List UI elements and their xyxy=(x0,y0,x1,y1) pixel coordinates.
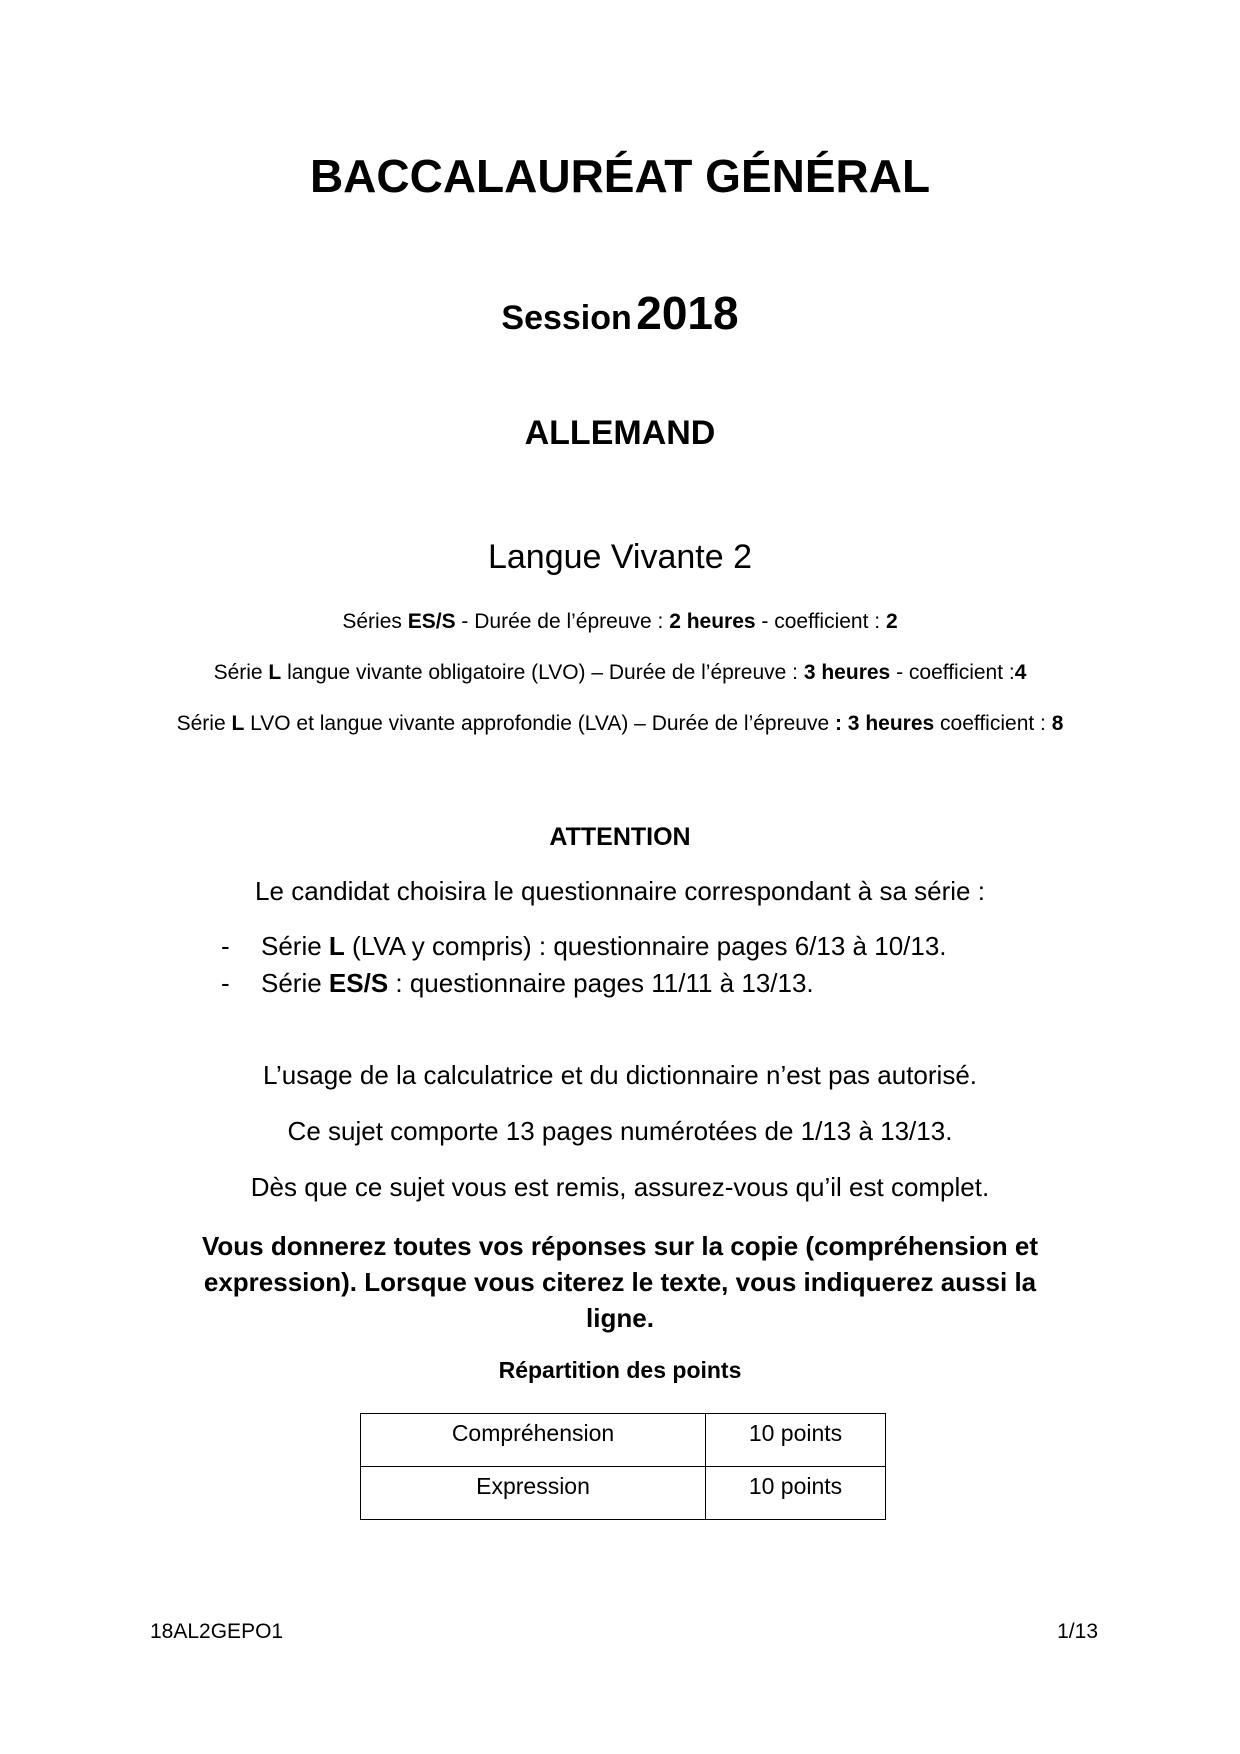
footer-page-number: 1/13 xyxy=(1057,1620,1098,1643)
repartition-heading: Répartition des points xyxy=(498,1357,742,1383)
series-text: langue vivante obligatoire (LVO) – Durée de l’épreuve : xyxy=(281,661,804,684)
list-item-text: : questionnaire pages 11/11 à 13/13. xyxy=(388,968,814,998)
list-item-text: Série xyxy=(261,968,329,998)
session-year: 2018 xyxy=(636,287,739,339)
list-item-series: ES/S xyxy=(328,968,389,998)
series-coefficient: 2 xyxy=(885,610,898,633)
footer-code: 18AL2GEPO1 xyxy=(150,1620,284,1643)
series-coefficient: 8 xyxy=(1051,712,1064,735)
dash-marker: - xyxy=(221,968,230,998)
series-line-l-lva xyxy=(0,710,1240,738)
langue-vivante: Langue Vivante 2 xyxy=(487,538,753,576)
series-text: Séries xyxy=(342,610,408,633)
attention-heading: ATTENTION xyxy=(549,823,691,851)
list-item-text: Série xyxy=(261,931,329,961)
attention-intro: Le candidat choisira le questionnaire correspondant à sa série : xyxy=(255,876,985,906)
list-item-text: (LVA y compris) : questionnaire pages 6/13 à 10/13. xyxy=(344,931,947,961)
series-text: - Durée de l’épreuve : xyxy=(455,610,670,633)
series-duration: : 3 heures xyxy=(834,712,935,735)
document-title: BACCALAURÉAT GÉNÉRAL xyxy=(309,150,931,202)
series-text: - coefficient : xyxy=(890,661,1015,684)
table-cell-points: 10 points xyxy=(706,1467,886,1520)
answer-instructions: Vous donnerez toutes vos réponses sur la copie (compréhension et expression). Lorsque vous citerez le texte, vous indiquerez aussi la ligne. xyxy=(201,1231,1039,1333)
series-line-l-lvo xyxy=(0,659,1240,687)
table-row xyxy=(361,1414,886,1467)
series-line-es-s xyxy=(0,608,1240,636)
series-text: Série xyxy=(176,712,232,735)
list-item xyxy=(221,928,947,965)
subject-title: ALLEMAND xyxy=(524,414,716,452)
series-text: LVO et langue vivante approfondie (LVA) – Durée de l’épreuve xyxy=(244,712,835,735)
calculator-note: L’usage de la calculatrice et du dictionnaire n’est pas autorisé. xyxy=(263,1060,977,1090)
session-label: Session xyxy=(501,299,632,337)
list-item-series: L xyxy=(328,931,345,961)
table-cell-label: Compréhension xyxy=(361,1414,706,1467)
pages-note: Ce sujet comporte 13 pages numérotées de 1/13 à 13/13. xyxy=(287,1116,953,1146)
series-coefficient: 4 xyxy=(1014,661,1027,684)
series-name: L xyxy=(268,661,282,684)
points-table xyxy=(360,1413,886,1520)
table-row xyxy=(361,1467,886,1520)
series-name: ES/S xyxy=(407,610,456,633)
series-text: - coefficient : xyxy=(755,610,886,633)
series-name: L xyxy=(231,712,245,735)
complete-check-note: Dès que ce sujet vous est remis, assurez-vous qu’il est complet. xyxy=(250,1172,990,1202)
table-cell-points: 10 points xyxy=(706,1414,886,1467)
dash-marker: - xyxy=(221,931,230,961)
session-line xyxy=(0,285,1240,353)
series-duration: 3 heures xyxy=(803,661,891,684)
list-item xyxy=(221,965,947,1002)
questionnaire-list xyxy=(221,928,947,1002)
series-duration: 2 heures xyxy=(669,610,756,633)
series-text: Série xyxy=(213,661,269,684)
series-text: coefficient : xyxy=(934,712,1052,735)
table-cell-label: Expression xyxy=(361,1467,706,1520)
